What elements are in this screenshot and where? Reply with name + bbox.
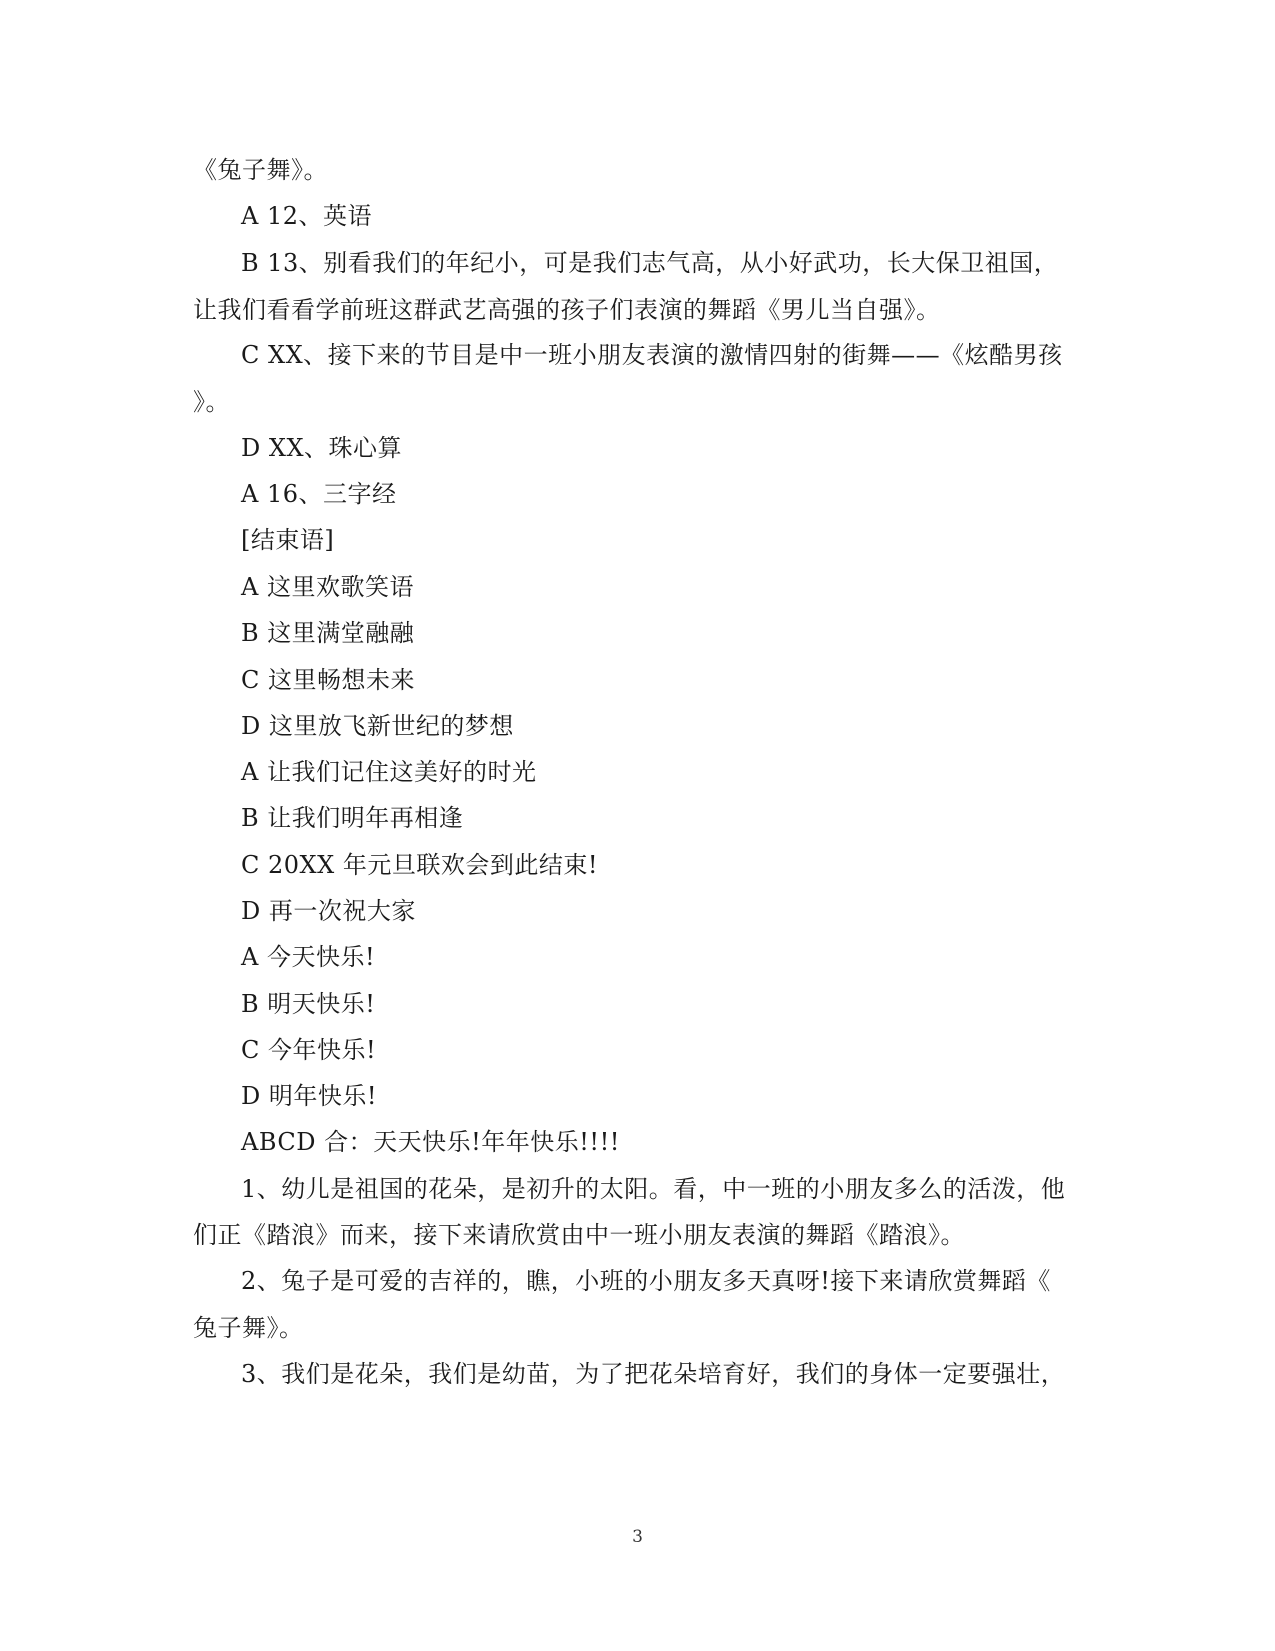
text-line: C XX、接下来的节目是中一班小朋友表演的激情四射的街舞——《炫酷男孩 [241,341,1063,369]
text-line: D XX、珠心算 [241,434,403,462]
page-number: 3 [632,1527,643,1547]
text-line: D 明年快乐! [241,1082,378,1110]
text-line: D 这里放飞新世纪的梦想 [241,712,514,740]
section-heading: [结束语] [241,526,335,554]
text-line: A 今天快乐! [241,943,376,971]
text-line: B 13、别看我们的年纪小，可是我们志气高，从小好武功，长大保卫祖国， [241,249,1059,277]
text-line: C 今年快乐! [241,1036,377,1064]
text-line: B 让我们明年再相逢 [241,804,464,832]
text-line: 》。 [193,388,230,416]
text-line: 3、我们是花朵，我们是幼苗，为了把花朵培育好，我们的身体一定要强壮， [241,1360,1066,1388]
text-line: 《兔子舞》。 [193,156,328,184]
text-line: B 明天快乐! [241,990,376,1018]
text-line: ABCD 合：天天快乐!年年快乐!!!! [241,1128,620,1156]
text-line: 2、兔子是可爱的吉祥的，瞧，小班的小朋友多天真呀!接下来请欣赏舞蹈《 [241,1267,1051,1295]
text-line: 1、幼儿是祖国的花朵，是初升的太阳。看，中一班的小朋友多么的活泼，他 [241,1175,1066,1203]
text-line: 兔子舞》。 [193,1314,304,1342]
text-line: A 12、英语 [241,202,372,230]
text-line: C 这里畅想未来 [241,666,415,694]
text-line: B 这里满堂融融 [241,619,415,647]
text-line: D 再一次祝大家 [241,897,416,925]
text-line: C 20XX 年元旦联欢会到此结束! [241,851,598,879]
text-line: A 这里欢歌笑语 [241,573,414,601]
text-line: A 让我们记住这美好的时光 [241,758,537,786]
text-line: A 16、三字经 [241,480,397,508]
text-line: 让我们看看学前班这群武艺高强的孩子们表演的舞蹈《男儿当自强》。 [193,296,941,324]
text-line: 们正《踏浪》而来，接下来请欣赏由中一班小朋友表演的舞蹈《踏浪》。 [193,1221,965,1249]
